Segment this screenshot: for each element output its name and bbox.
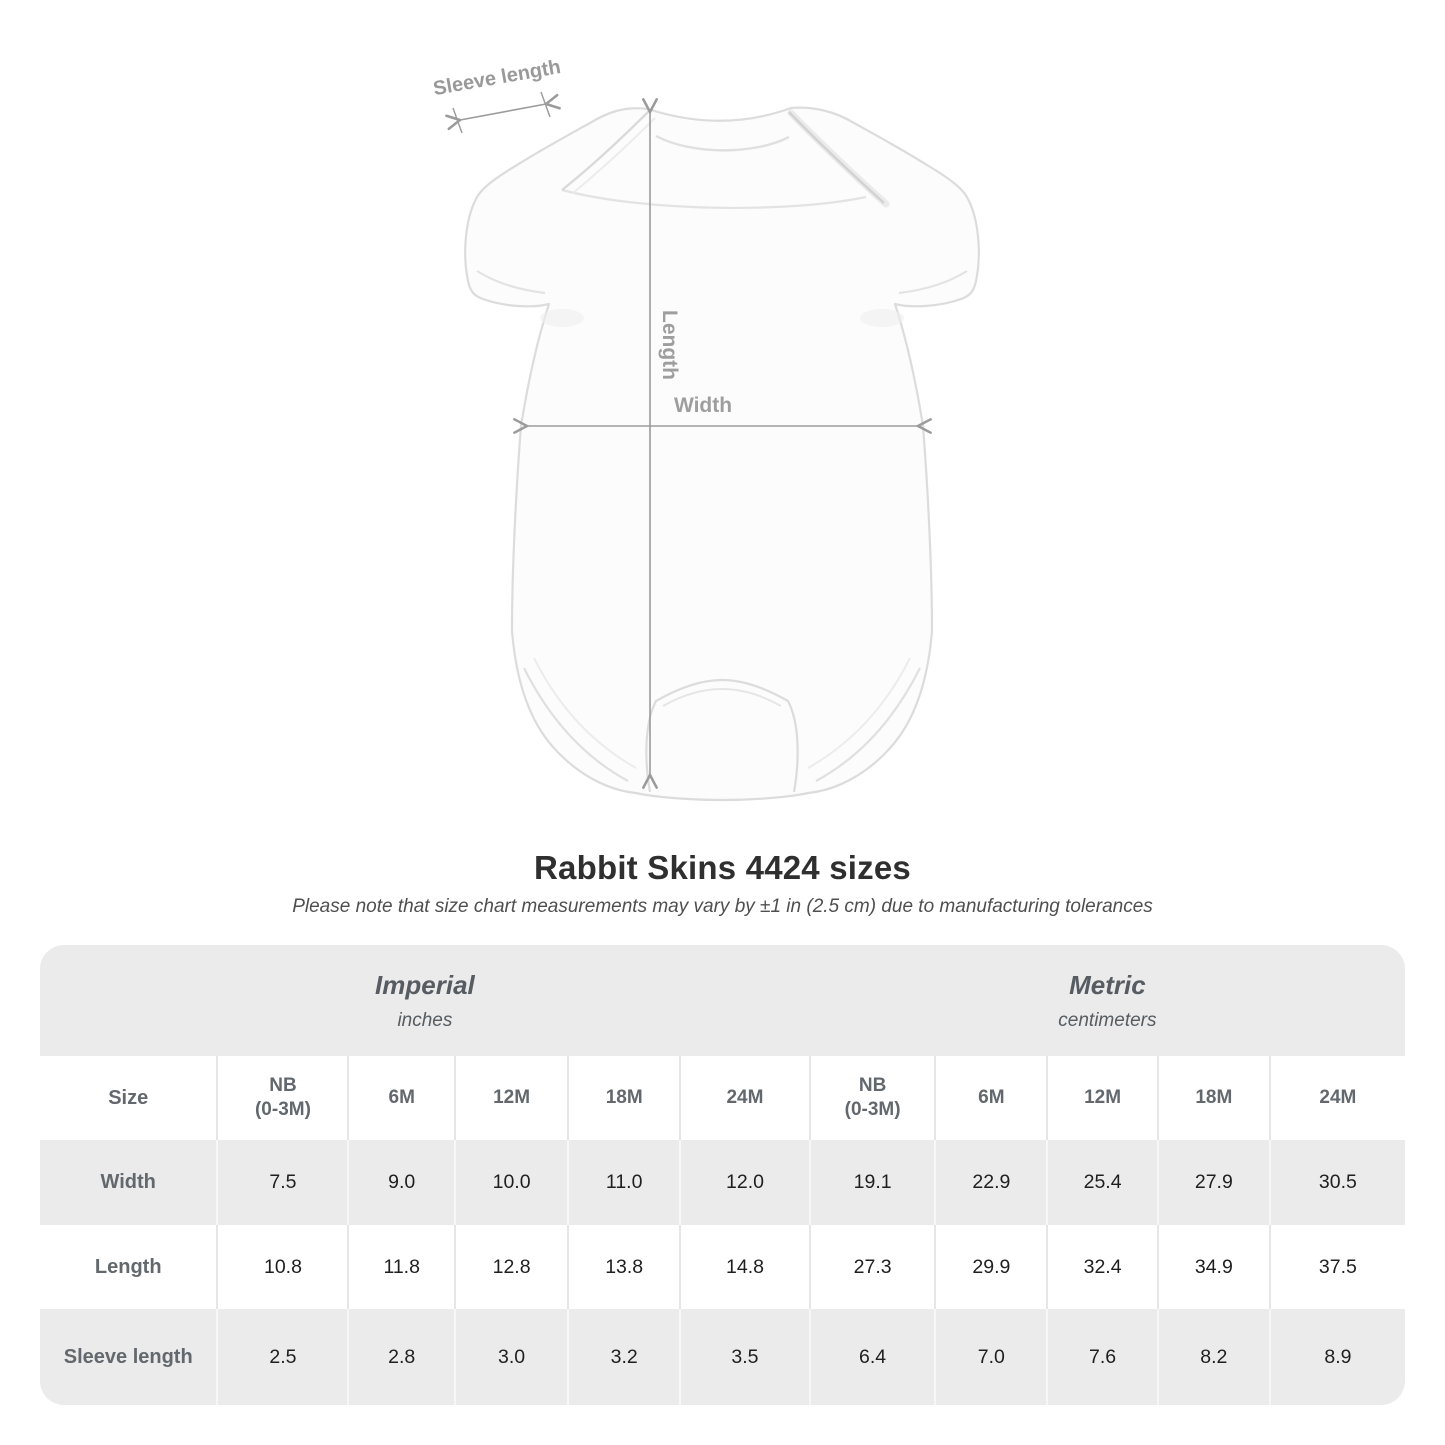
cell: 8.2 bbox=[1158, 1309, 1270, 1405]
row-label-cell: Length bbox=[40, 1225, 217, 1309]
row-label-cell: Sleeve length bbox=[40, 1309, 217, 1405]
cell: 2.8 bbox=[348, 1309, 454, 1405]
cell: 12.0 bbox=[680, 1140, 810, 1225]
sleeve-length-row bbox=[40, 1309, 1405, 1405]
cell: 6.4 bbox=[810, 1309, 936, 1405]
sleeve-length-label: Sleeve length bbox=[431, 56, 563, 101]
width-row bbox=[40, 1140, 1405, 1225]
col-header: NB (0-3M) bbox=[217, 1056, 348, 1140]
cell: 27.3 bbox=[810, 1225, 936, 1309]
cell: 3.0 bbox=[455, 1309, 568, 1405]
imperial-unit-label: inches bbox=[397, 1009, 453, 1031]
imperial-label: Imperial bbox=[375, 969, 475, 1000]
col-header: NB (0-3M) bbox=[810, 1056, 936, 1140]
page-title: Rabbit Skins 4424 sizes bbox=[534, 849, 911, 886]
cell: 3.2 bbox=[568, 1309, 680, 1405]
cell: 37.5 bbox=[1270, 1225, 1405, 1309]
cell: 10.0 bbox=[455, 1140, 568, 1225]
size-table-container bbox=[40, 945, 1405, 1405]
sleeve-length-dimension bbox=[453, 92, 550, 133]
col-header: 12M bbox=[1047, 1056, 1158, 1140]
col-header: 24M bbox=[1270, 1056, 1405, 1140]
caption-block bbox=[0, 849, 1445, 918]
col-header: 12M bbox=[455, 1056, 568, 1140]
cell: 10.8 bbox=[217, 1225, 348, 1309]
cell: 8.9 bbox=[1270, 1309, 1405, 1405]
cell: 27.9 bbox=[1158, 1140, 1270, 1225]
cell: 12.8 bbox=[455, 1225, 568, 1309]
size-header-row bbox=[40, 1056, 1405, 1140]
col-header: 6M bbox=[348, 1056, 454, 1140]
cell: 11.0 bbox=[568, 1140, 680, 1225]
page-subtitle: Please note that size chart measurements may vary by ±1 in (2.5 cm) due to manufacturing tolerances bbox=[292, 896, 1153, 917]
cell: 11.8 bbox=[348, 1225, 454, 1309]
imperial-section-header bbox=[40, 945, 810, 1056]
length-row bbox=[40, 1225, 1405, 1309]
right-underarm-shadow bbox=[860, 309, 904, 327]
width-label: Width bbox=[673, 394, 733, 417]
size-chart-table bbox=[40, 945, 1405, 1405]
metric-unit-label: centimeters bbox=[1058, 1009, 1157, 1031]
cell: 34.9 bbox=[1158, 1225, 1270, 1309]
cell: 7.6 bbox=[1047, 1309, 1158, 1405]
metric-label: Metric bbox=[1069, 969, 1146, 1000]
row-label-cell: Width bbox=[40, 1140, 217, 1225]
cell: 14.8 bbox=[680, 1225, 810, 1309]
crotch-flap-outline bbox=[646, 680, 797, 792]
cell: 30.5 bbox=[1270, 1140, 1405, 1225]
cell: 7.5 bbox=[217, 1140, 348, 1225]
left-underarm-shadow bbox=[540, 309, 584, 327]
col-header: 24M bbox=[680, 1056, 810, 1140]
cell: 22.9 bbox=[935, 1140, 1047, 1225]
size-header-cell: Size bbox=[40, 1056, 217, 1140]
cell: 13.8 bbox=[568, 1225, 680, 1309]
cell: 3.5 bbox=[680, 1309, 810, 1405]
cell: 2.5 bbox=[217, 1309, 348, 1405]
col-header: 18M bbox=[1158, 1056, 1270, 1140]
cell: 29.9 bbox=[935, 1225, 1047, 1309]
unit-section-row bbox=[40, 945, 1405, 1056]
metric-section-header bbox=[810, 945, 1405, 1056]
cell: 7.0 bbox=[935, 1309, 1047, 1405]
cell: 9.0 bbox=[348, 1140, 454, 1225]
cell: 32.4 bbox=[1047, 1225, 1158, 1309]
length-label: Length bbox=[658, 310, 681, 380]
col-header: 18M bbox=[568, 1056, 680, 1140]
cell: 19.1 bbox=[810, 1140, 936, 1225]
col-header: 6M bbox=[935, 1056, 1047, 1140]
cell: 25.4 bbox=[1047, 1140, 1158, 1225]
